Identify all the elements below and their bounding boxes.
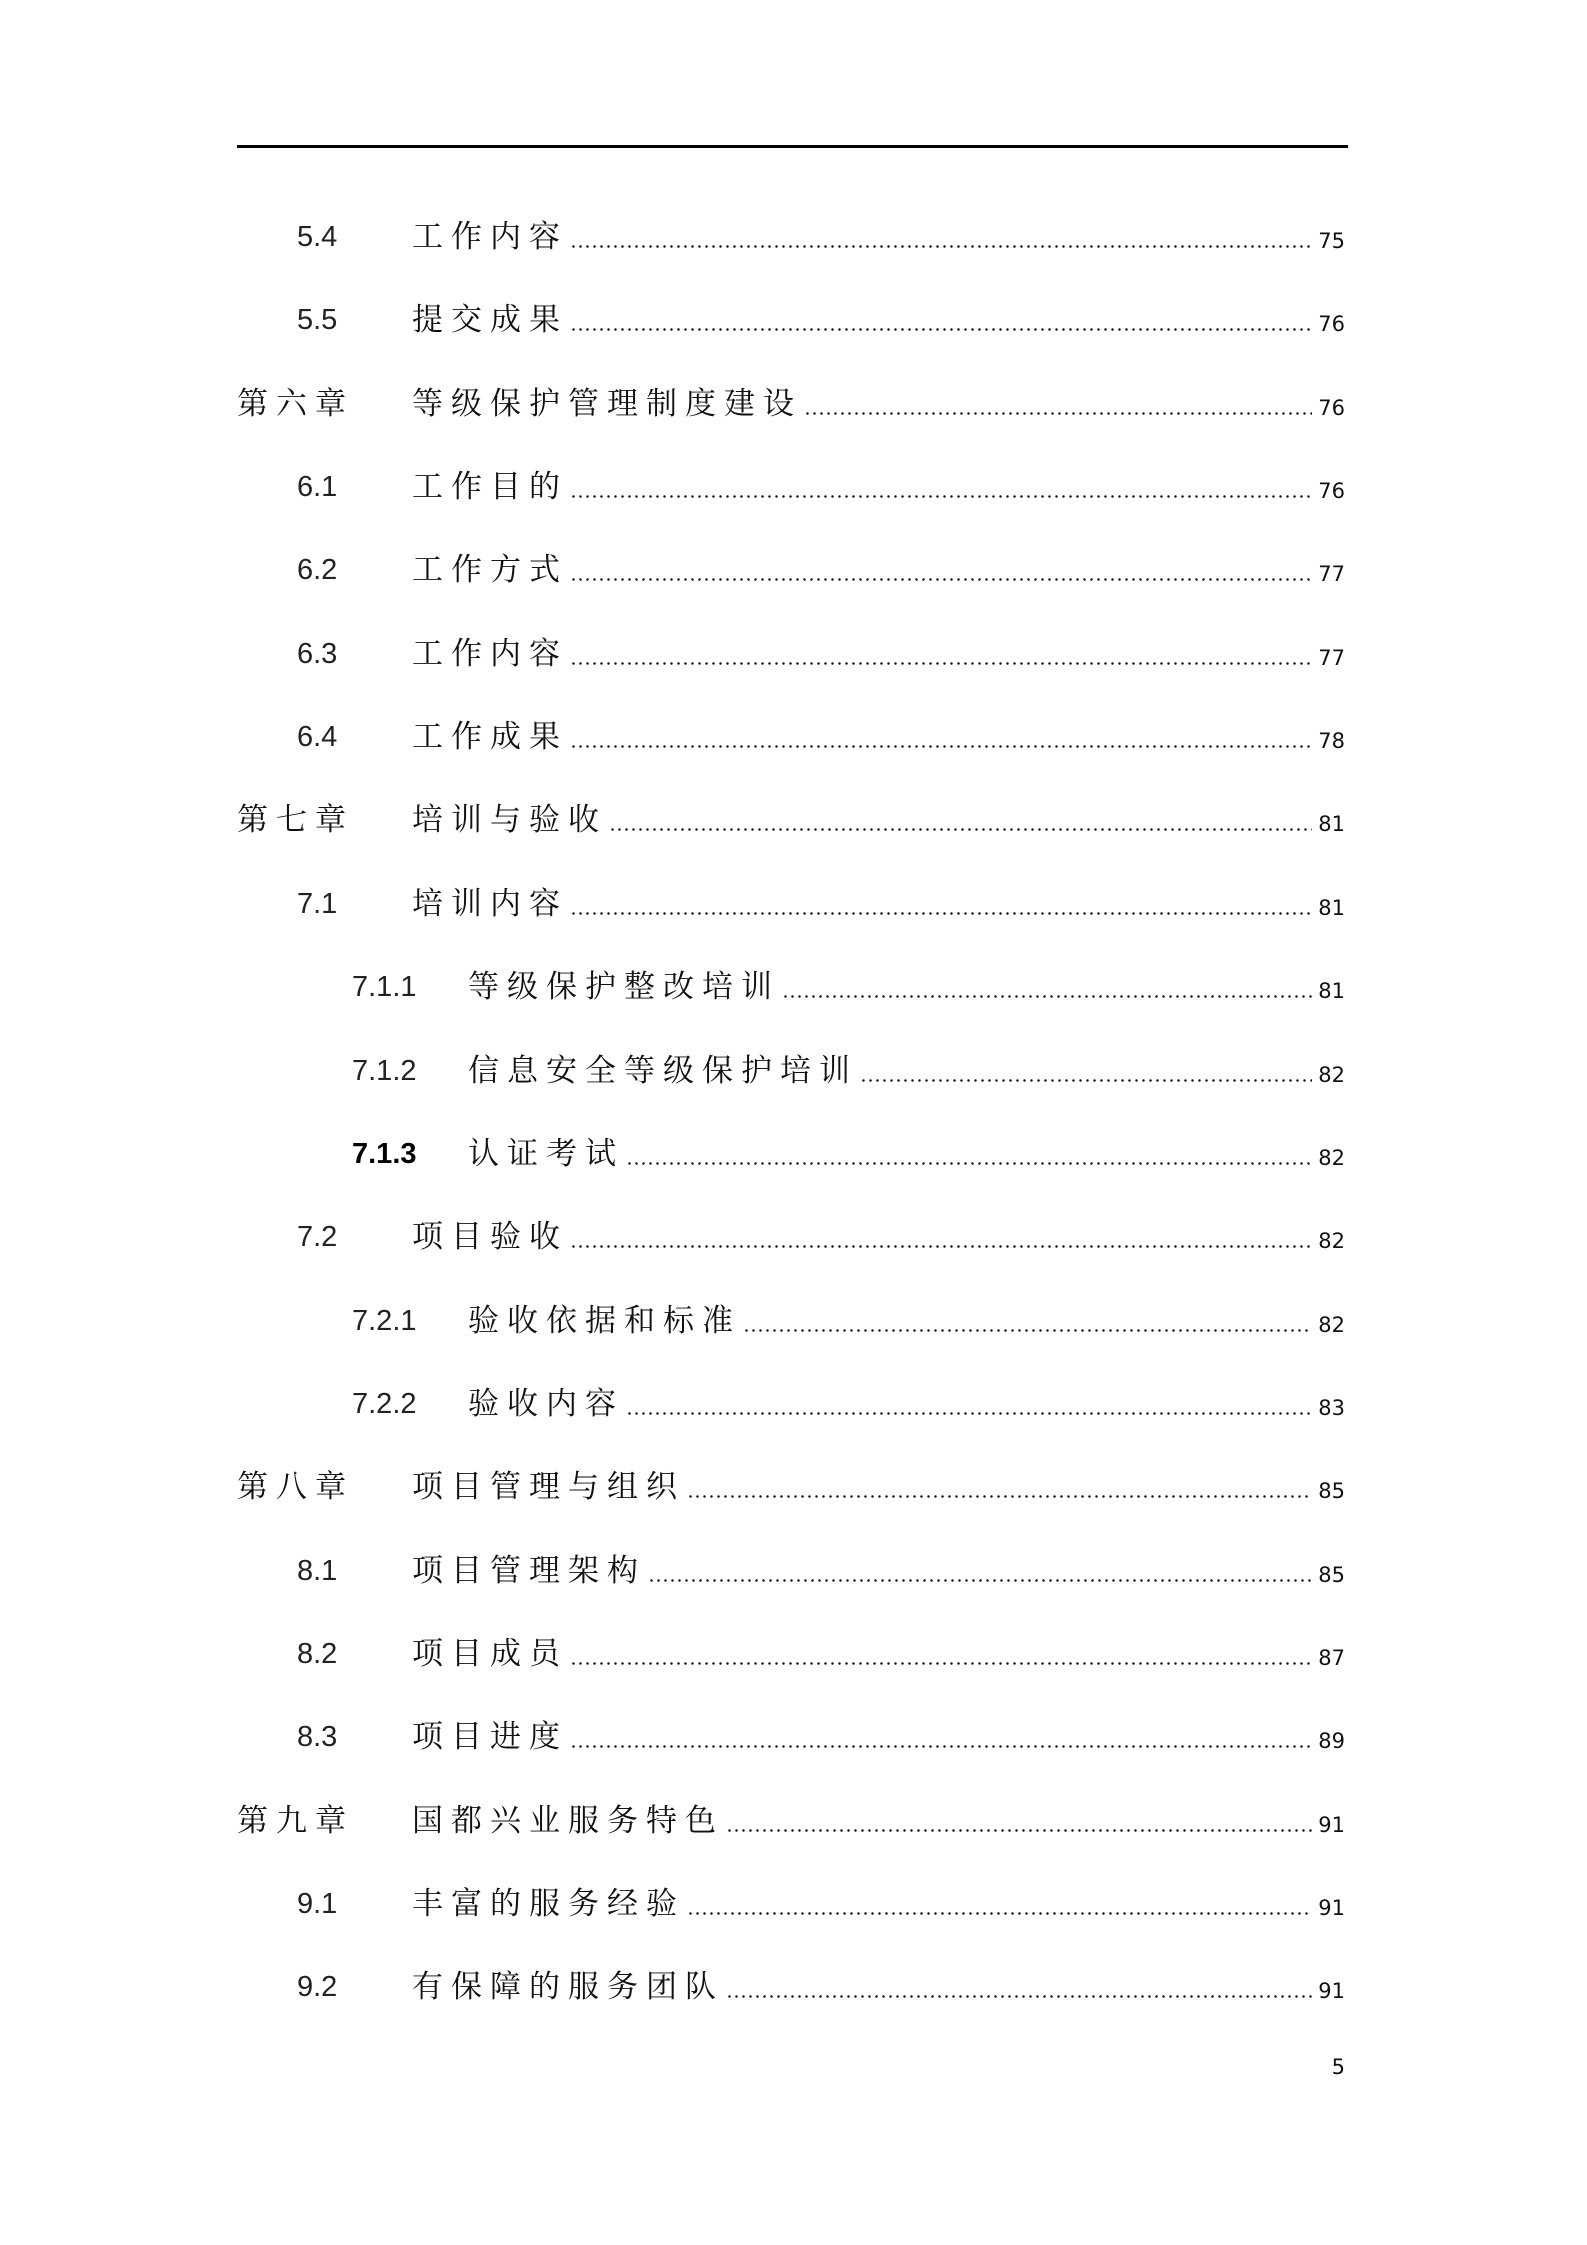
toc-entry-6-4[interactable]: [0, 712, 1587, 762]
toc-entry-number: 5.5: [297, 304, 338, 337]
toc-entry-page: 87: [1318, 1645, 1345, 1670]
toc-entry-title: 等级保护整改培训: [468, 969, 780, 1006]
toc-entry-page: 85: [1318, 1562, 1345, 1587]
toc-entry-number: 6.2: [297, 554, 338, 587]
dot-leader: [724, 1962, 1318, 2012]
toc-entry-body: [468, 1296, 1345, 1346]
toc-entry-title: 工作目的: [412, 469, 568, 506]
toc-entry-page: 85: [1318, 1479, 1345, 1504]
toc-entry-page: 83: [1318, 1395, 1345, 1420]
toc-entry-body: [412, 629, 1345, 679]
dot-leader: [568, 712, 1318, 762]
toc-entry-title: 项目管理与组织: [412, 1469, 685, 1506]
toc-entry-5-5[interactable]: [0, 295, 1587, 345]
toc-entry-number: 7.2.2: [352, 1387, 417, 1420]
toc-entry-title: 验收依据和标准: [468, 1302, 741, 1339]
dot-leader: [802, 379, 1318, 429]
dot-leader: [568, 629, 1318, 679]
toc-entry-page: 91: [1318, 1896, 1345, 1920]
toc-entry-8-2[interactable]: [0, 1629, 1587, 1679]
toc-entry-title: 项目进度: [412, 1719, 568, 1756]
toc-entry-body: [468, 1046, 1345, 1096]
toc-entry-number: 第八章: [237, 1469, 354, 1506]
toc-entry-page: 75: [1318, 229, 1345, 253]
toc-entry-6-2[interactable]: [0, 545, 1587, 595]
toc-entry-page: 76: [1318, 395, 1345, 420]
toc-entry-page: 82: [1318, 1062, 1345, 1087]
toc-entry-page: 81: [1318, 812, 1345, 837]
toc-entry-number: 8.2: [297, 1637, 338, 1670]
toc-entry-number: 第九章: [237, 1802, 354, 1839]
dot-leader: [858, 1046, 1318, 1096]
toc-entry-page: 82: [1318, 1145, 1345, 1170]
toc-entry-page: 77: [1318, 645, 1345, 670]
toc-entry-9-2[interactable]: [0, 1962, 1587, 2012]
dot-leader: [568, 545, 1318, 595]
toc-entry-第八章[interactable]: [0, 1462, 1587, 1512]
toc-entry-title: 信息安全等级保护培训: [468, 1052, 858, 1089]
dot-leader: [568, 1712, 1318, 1762]
toc-entry-6-1[interactable]: [0, 462, 1587, 512]
dot-leader: [646, 1546, 1318, 1596]
dot-leader: [568, 462, 1318, 512]
toc-entry-title: 工作成果: [412, 719, 568, 756]
dot-leader: [568, 1629, 1318, 1679]
toc-entry-number: 第七章: [237, 802, 354, 839]
toc-entry-number: 7.2.1: [352, 1304, 417, 1337]
toc-entry-number: 8.3: [297, 1721, 338, 1754]
toc-entry-title: 项目管理架构: [412, 1552, 646, 1589]
toc-entry-7-2[interactable]: [0, 1212, 1587, 1262]
toc-entry-title: 等级保护管理制度建设: [412, 385, 802, 422]
toc-entry-page: 77: [1318, 562, 1345, 587]
toc-entry-body: [412, 795, 1345, 845]
toc-entry-body: [412, 295, 1345, 345]
toc-entry-第七章[interactable]: [0, 795, 1587, 845]
toc-entry-body: [412, 1879, 1345, 1929]
toc-entry-6-3[interactable]: [0, 629, 1587, 679]
toc-entry-7-2-1[interactable]: [0, 1296, 1587, 1346]
toc-entry-title: 工作方式: [412, 552, 568, 589]
toc-entry-title: 项目成员: [412, 1635, 568, 1672]
toc-entry-body: [412, 462, 1345, 512]
dot-leader: [780, 962, 1318, 1012]
toc-entry-number: 7.1.3: [352, 1137, 417, 1170]
toc-entry-number: 8.1: [297, 1554, 338, 1587]
toc-entry-number: 7.1.2: [352, 1054, 417, 1087]
toc-entry-7-1[interactable]: [0, 879, 1587, 929]
toc-entry-body: [412, 1962, 1345, 2012]
dot-leader: [568, 212, 1318, 262]
toc-entry-5-4[interactable]: [0, 212, 1587, 262]
toc-entry-body: [412, 712, 1345, 762]
toc-entry-page: 76: [1318, 479, 1345, 504]
toc-entry-number: 9.2: [297, 1971, 338, 2004]
toc-entry-number: 7.2: [297, 1221, 338, 1254]
toc-entry-7-1-2[interactable]: [0, 1046, 1587, 1096]
toc-entry-title: 国都兴业服务特色: [412, 1802, 724, 1839]
dot-leader: [568, 295, 1318, 345]
toc-entry-title: 培训内容: [412, 885, 568, 922]
toc-entry-body: [412, 212, 1345, 262]
toc-entry-number: 第六章: [237, 385, 354, 422]
toc-entry-body: [468, 1129, 1345, 1179]
toc-entry-number: 9.1: [297, 1888, 338, 1920]
toc-entry-body: [468, 962, 1345, 1012]
toc-entry-7-2-2[interactable]: [0, 1379, 1587, 1429]
toc-entry-title: 工作内容: [412, 635, 568, 672]
toc-entry-body: [412, 1546, 1345, 1596]
toc-entry-body: [412, 1796, 1345, 1846]
toc-entry-body: [412, 1462, 1345, 1512]
toc-entry-page: 81: [1318, 895, 1345, 920]
toc-entry-title: 认证考试: [468, 1135, 624, 1172]
toc-entry-body: [412, 1712, 1345, 1762]
toc-entry-number: 6.4: [297, 721, 338, 754]
toc-entry-number: 7.1: [297, 887, 338, 920]
dot-leader: [741, 1296, 1318, 1346]
header-rule: [237, 145, 1348, 148]
toc-entry-7-1-3[interactable]: [0, 1129, 1587, 1179]
toc-entry-body: [412, 379, 1345, 429]
toc-entry-第六章[interactable]: [0, 379, 1587, 429]
toc-entry-title: 工作内容: [412, 219, 568, 255]
toc-entry-第九章[interactable]: [0, 1796, 1587, 1846]
toc-entry-page: 81: [1318, 979, 1345, 1004]
toc-entry-page: 78: [1318, 729, 1345, 754]
toc-entry-page: 91: [1318, 1812, 1345, 1837]
toc-entry-8-3[interactable]: [0, 1712, 1587, 1762]
toc-entry-title: 项目验收: [412, 1219, 568, 1256]
toc-entry-number: 7.1.1: [352, 971, 417, 1004]
toc-entry-title: 丰富的服务经验: [412, 1886, 685, 1922]
toc-entry-7-1-1[interactable]: [0, 962, 1587, 1012]
toc-entry-body: [412, 1629, 1345, 1679]
dot-leader: [624, 1129, 1318, 1179]
toc-entry-title: 验收内容: [468, 1385, 624, 1422]
page-number: 5: [1331, 2055, 1345, 2079]
dot-leader: [624, 1379, 1318, 1429]
toc-entry-body: [468, 1379, 1345, 1429]
dot-leader: [685, 1879, 1318, 1929]
toc-entry-page: 82: [1318, 1312, 1345, 1337]
toc-entry-9-1[interactable]: [0, 1879, 1587, 1929]
toc-entry-number: 6.1: [297, 471, 338, 504]
dot-leader: [685, 1462, 1318, 1512]
dot-leader: [568, 1212, 1318, 1262]
dot-leader: [607, 795, 1318, 845]
toc-entry-title: 有保障的服务团队: [412, 1969, 724, 2006]
toc-entry-page: 82: [1318, 1229, 1345, 1254]
toc-entry-number: 6.3: [297, 637, 338, 670]
toc-entry-page: 91: [1318, 1979, 1345, 2004]
toc-entry-number: 5.4: [297, 221, 338, 253]
toc-entry-body: [412, 1212, 1345, 1262]
toc-entry-page: 89: [1318, 1729, 1345, 1754]
toc-entry-page: 76: [1318, 312, 1345, 337]
toc-entry-8-1[interactable]: [0, 1546, 1587, 1596]
toc-entry-body: [412, 879, 1345, 929]
dot-leader: [724, 1796, 1318, 1846]
toc-entry-title: 培训与验收: [412, 802, 607, 839]
dot-leader: [568, 879, 1318, 929]
toc-entry-body: [412, 545, 1345, 595]
toc-entry-title: 提交成果: [412, 302, 568, 339]
